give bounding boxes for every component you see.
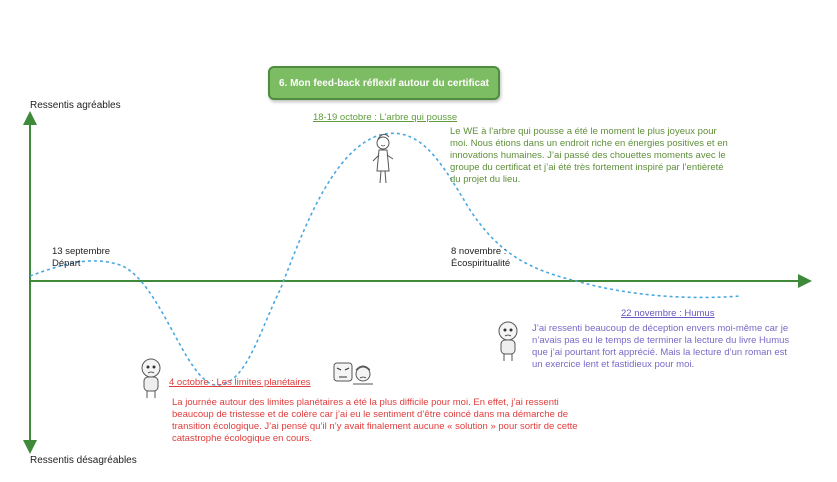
ecospiritualite-label: Écospiritualité xyxy=(451,257,511,269)
arbre-text: Le WE à l’arbre qui pousse a été le moment le plus joyeux pour moi. Nous étions dans un endroit riche en énergies positives et en innovations humaines. J’ai passé des chouettes moments avec le groupe du certificat et j’ai été très fortement inspiré par l’entièreté du projet du lieu. xyxy=(450,126,728,185)
sadness-character-icon-humus xyxy=(499,322,517,361)
limites-text: La journée autour des limites planétaires a été la plus difficile pour moi. En effet, j’ai ressenti beaucoup de tristesse et de colère car j’ai eu le sentiment d’être coincé dans ma démarche de transition écologique. J’ai pensé qu’il n’y avait finalement aucune « solution » pour sortir de cette catastrophe écologique en cours. xyxy=(172,397,578,444)
diagram-title: 6. Mon feed-back réflexif autour du certificat xyxy=(268,66,500,100)
top-axis-label: Ressentis agréables xyxy=(30,100,121,111)
humus-title: 22 novembre : Humus xyxy=(621,308,715,319)
start-label: Départ xyxy=(52,257,81,269)
joy-character-icon xyxy=(373,134,393,183)
start-date: 13 septembre xyxy=(52,246,111,257)
ecospiritualite-date: 8 novembre : xyxy=(451,246,507,257)
bottom-axis-label: Ressentis désagréables xyxy=(30,455,137,466)
arbre-title: 18-19 octobre : L’arbre qui pousse xyxy=(313,112,458,123)
anger-character-icon xyxy=(334,363,352,381)
disgust-character-icon xyxy=(353,366,373,384)
humus-text: J’ai ressenti beaucoup de déception envers moi-même car je n’avais pas eu le temps de terminer la lecture du livre Humus que j’ai pourtant fort apprécié. Mais la lecture d’un roman est un exercice lent et fastidieux pour moi. xyxy=(532,323,790,370)
ecospiritualite-event xyxy=(451,246,510,270)
limites-title: 4 octobre : Les limites planétaires xyxy=(169,377,311,388)
sadness-character-icon xyxy=(142,359,160,398)
start-event xyxy=(52,246,110,270)
